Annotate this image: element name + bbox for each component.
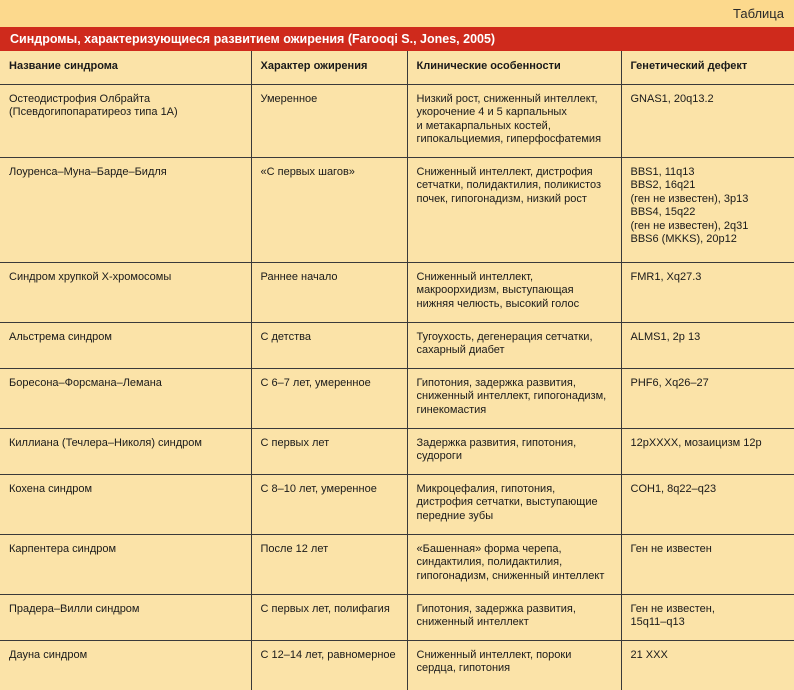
header-genetic-defect: Генетический дефект [621, 51, 794, 84]
cell-obesity-type: С 12–14 лет, равномерное [251, 640, 407, 690]
table-row [0, 262, 794, 322]
cell-obesity-type: Раннее начало [251, 262, 407, 322]
cell-syndrome-name: Кохена синдром [0, 474, 251, 534]
cell-genetic-defect: BBS1, 11q13 BBS2, 16q21 (ген не известен), 3p13 BBS4, 15q22 (ген не известен), 2q31 BBS6 (MKKS), 20p12 [621, 157, 794, 262]
table-row [0, 534, 794, 594]
cell-clinical-features: Задержка развития, гипотония, судороги [407, 428, 621, 474]
cell-genetic-defect: ALMS1, 2p 13 [621, 322, 794, 368]
table-row [0, 474, 794, 534]
table-row [0, 368, 794, 428]
cell-genetic-defect: FMR1, Xq27.3 [621, 262, 794, 322]
cell-obesity-type: «С первых шагов» [251, 157, 407, 262]
cell-obesity-type: С 8–10 лет, умеренное [251, 474, 407, 534]
cell-genetic-defect: GNAS1, 20q13.2 [621, 84, 794, 157]
table-row [0, 157, 794, 262]
header-syndrome-name: Название синдрома [0, 51, 251, 84]
cell-genetic-defect: PHF6, Xq26–27 [621, 368, 794, 428]
cell-clinical-features: Микроцефалия, гипотония, дистрофия сетчатки, выступающие передние зубы [407, 474, 621, 534]
cell-clinical-features: Сниженный интеллект, дистрофия сетчатки, полидактилия, поликистоз почек, гипогонадизм, низкий рост [407, 157, 621, 262]
cell-clinical-features: Сниженный интеллект, пороки сердца, гипотония [407, 640, 621, 690]
cell-obesity-type: После 12 лет [251, 534, 407, 594]
table-row [0, 322, 794, 368]
cell-syndrome-name: Прадера–Вилли синдром [0, 594, 251, 640]
cell-syndrome-name: Киллиана (Течлера–Николя) синдром [0, 428, 251, 474]
cell-obesity-type: С первых лет [251, 428, 407, 474]
cell-genetic-defect: COH1, 8q22–q23 [621, 474, 794, 534]
cell-clinical-features: Низкий рост, сниженный интеллект, укорочение 4 и 5 карпальных и метакарпальных костей, гипокальциемия, гиперфосфатемия [407, 84, 621, 157]
cell-clinical-features: «Башенная» форма черепа, синдактилия, полидактилия, гипогонадизм, сниженный интеллект [407, 534, 621, 594]
cell-clinical-features: Гипотония, задержка развития, сниженный интеллект [407, 594, 621, 640]
cell-genetic-defect: Ген не известен [621, 534, 794, 594]
cell-syndrome-name: Альстрема синдром [0, 322, 251, 368]
cell-syndrome-name: Карпентера синдром [0, 534, 251, 594]
table-title: Синдромы, характеризующиеся развитием ожирения (Farooqi S., Jones, 2005) [0, 27, 794, 51]
cell-obesity-type: С 6–7 лет, умеренное [251, 368, 407, 428]
cell-syndrome-name: Синдром хрупкой Х-хромосомы [0, 262, 251, 322]
cell-obesity-type: С первых лет, полифагия [251, 594, 407, 640]
syndromes-table [0, 51, 794, 690]
header-clinical-features: Клинические особенности [407, 51, 621, 84]
cell-syndrome-name: Дауна синдром [0, 640, 251, 690]
table-row [0, 594, 794, 640]
header-obesity-type: Характер ожирения [251, 51, 407, 84]
cell-genetic-defect: 12pXXXX, мозаицизм 12p [621, 428, 794, 474]
cell-syndrome-name: Боресона–Форсмана–Лемана [0, 368, 251, 428]
table-row [0, 84, 794, 157]
cell-clinical-features: Гипотония, задержка развития, сниженный интеллект, гипогонадизм, гинекомастия [407, 368, 621, 428]
table-row [0, 640, 794, 690]
label-bar [0, 0, 794, 27]
cell-genetic-defect: Ген не известен, 15q11–q13 [621, 594, 794, 640]
cell-obesity-type: С детства [251, 322, 407, 368]
cell-clinical-features: Тугоухость, дегенерация сетчатки, сахарный диабет [407, 322, 621, 368]
table-row [0, 428, 794, 474]
table-header-row [0, 51, 794, 84]
cell-clinical-features: Сниженный интеллект, макроорхидизм, выступающая нижняя челюсть, высокий голос [407, 262, 621, 322]
cell-syndrome-name: Остеодистрофия Олбрайта (Псевдогипопаратиреоз типа 1А) [0, 84, 251, 157]
cell-genetic-defect: 21 XXX [621, 640, 794, 690]
cell-syndrome-name: Лоуренса–Муна–Барде–Бидля [0, 157, 251, 262]
cell-obesity-type: Умеренное [251, 84, 407, 157]
table-label: Таблица [733, 6, 784, 21]
